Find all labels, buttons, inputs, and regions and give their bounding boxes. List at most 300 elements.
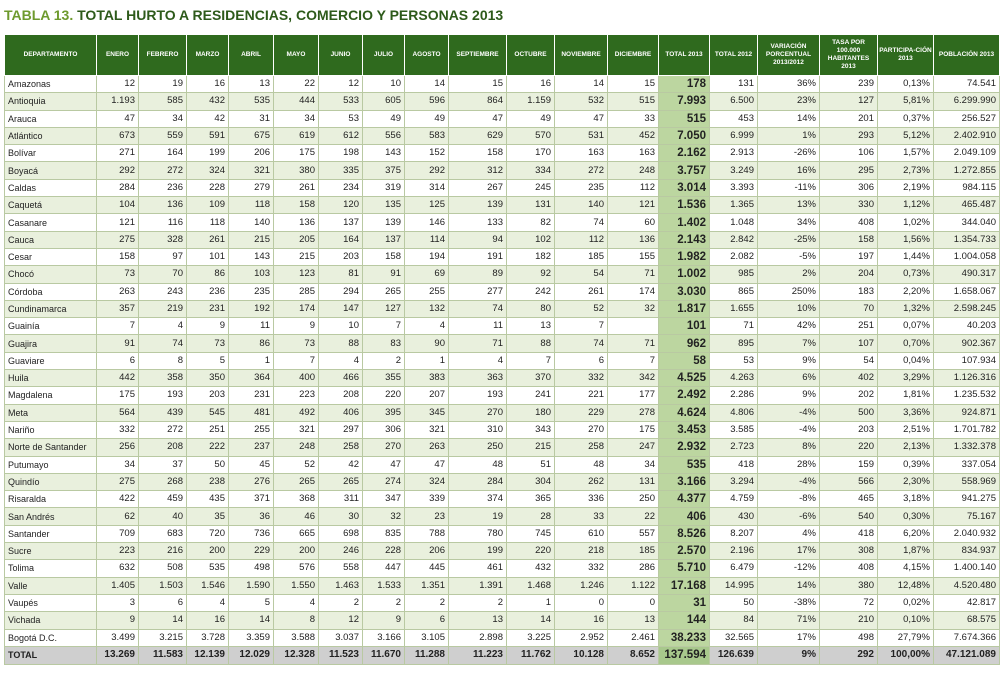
department-cell: Norte de Santander xyxy=(5,439,97,456)
table-cell: 435 xyxy=(187,491,229,508)
table-cell: 33 xyxy=(608,110,659,127)
table-cell: 136 xyxy=(139,197,187,214)
table-cell: 193 xyxy=(449,387,507,404)
table-cell: 332 xyxy=(555,560,608,577)
table-cell: -6% xyxy=(758,508,820,525)
table-cell: 0 xyxy=(608,594,659,611)
table-body xyxy=(5,76,1000,647)
table-cell: 347 xyxy=(363,491,405,508)
table-cell: 146 xyxy=(405,214,449,231)
table-cell: 12,48% xyxy=(878,577,934,594)
table-cell: 215 xyxy=(229,231,274,248)
table-cell: 48 xyxy=(449,456,507,473)
table-cell: 47 xyxy=(363,456,405,473)
table-cell: 3.166 xyxy=(363,629,405,646)
table-cell: 4 xyxy=(187,594,229,611)
table-cell: 558.969 xyxy=(934,473,1000,490)
table-cell: 262 xyxy=(555,473,608,490)
table-cell: 375 xyxy=(363,162,405,179)
table-cell: 114 xyxy=(405,231,449,248)
table-cell: 42.817 xyxy=(934,594,1000,611)
table-cell: 174 xyxy=(608,283,659,300)
table-cell: 47 xyxy=(449,110,507,127)
total-2013-cell: 4.377 xyxy=(659,491,710,508)
table-cell: 223 xyxy=(97,543,139,560)
table-cell: 183 xyxy=(820,283,878,300)
table-cell xyxy=(608,318,659,335)
table-cell: 88 xyxy=(507,335,555,352)
table-cell: 1,12% xyxy=(878,197,934,214)
table-cell: 1.365 xyxy=(710,197,758,214)
department-cell: Córdoba xyxy=(5,283,97,300)
table-cell: 557 xyxy=(608,525,659,542)
table-cell: 466 xyxy=(319,370,363,387)
table-cell: 3,29% xyxy=(878,370,934,387)
table-cell: 248 xyxy=(274,439,319,456)
table-cell: 34 xyxy=(274,110,319,127)
department-cell: Cundinamarca xyxy=(5,300,97,317)
table-cell: 84 xyxy=(710,612,758,629)
table-cell: 1.701.782 xyxy=(934,421,1000,438)
table-cell: 222 xyxy=(187,439,229,456)
table-cell: 297 xyxy=(319,421,363,438)
table-cell: 835 xyxy=(363,525,405,542)
table-row xyxy=(5,266,1000,283)
table-cell: 2 xyxy=(449,594,507,611)
data-table xyxy=(4,34,1000,665)
table-cell: 332 xyxy=(555,370,608,387)
column-header: VARIACIÓN PORCENTUAL 2013/2012 xyxy=(758,35,820,76)
table-cell: 1.193 xyxy=(97,93,139,110)
table-row xyxy=(5,162,1000,179)
total-2013-cell: 17.168 xyxy=(659,577,710,594)
table-cell: 267 xyxy=(449,179,507,196)
table-cell: 228 xyxy=(363,543,405,560)
table-cell: 112 xyxy=(608,179,659,196)
table-cell: 453 xyxy=(710,110,758,127)
total-2013-cell: 515 xyxy=(659,110,710,127)
table-cell: 74 xyxy=(449,300,507,317)
table-cell: 239 xyxy=(820,76,878,93)
table-cell: 71 xyxy=(608,266,659,283)
table-cell: 238 xyxy=(187,473,229,490)
table-cell: 54 xyxy=(820,352,878,369)
department-cell: Santander xyxy=(5,525,97,542)
table-row xyxy=(5,214,1000,231)
table-row xyxy=(5,421,1000,438)
table-cell: 97 xyxy=(139,248,187,265)
table-cell: -12% xyxy=(758,560,820,577)
column-header: TOTAL 2013 xyxy=(659,35,710,76)
table-cell: 265 xyxy=(363,283,405,300)
table-cell: -8% xyxy=(758,491,820,508)
table-cell: 275 xyxy=(97,473,139,490)
table-cell: 220 xyxy=(363,387,405,404)
table-cell: 34% xyxy=(758,214,820,231)
table-cell: 62 xyxy=(97,508,139,525)
table-cell: 7% xyxy=(758,335,820,352)
column-header: ENERO xyxy=(97,35,139,76)
column-header: TASA POR 100.000 HABITANTES 2013 xyxy=(820,35,878,76)
table-cell: 270 xyxy=(363,439,405,456)
table-cell: 2.952 xyxy=(555,629,608,646)
department-cell: Caldas xyxy=(5,179,97,196)
table-cell: 70 xyxy=(139,266,187,283)
table-cell: 3.294 xyxy=(710,473,758,490)
table-cell: -25% xyxy=(758,231,820,248)
table-cell: 924.871 xyxy=(934,404,1000,421)
table-cell: 6.999 xyxy=(710,127,758,144)
table-cell: 564 xyxy=(97,404,139,421)
table-cell: 263 xyxy=(97,283,139,300)
table-cell: 31 xyxy=(229,110,274,127)
table-cell: 197 xyxy=(820,248,878,265)
table-cell: 2.040.932 xyxy=(934,525,1000,542)
total-2013-cell: 3.757 xyxy=(659,162,710,179)
table-cell: 2 xyxy=(363,352,405,369)
table-cell: 274 xyxy=(363,473,405,490)
table-cell: 250 xyxy=(449,439,507,456)
table-cell: 4.759 xyxy=(710,491,758,508)
table-cell: 328 xyxy=(139,231,187,248)
column-header: MARZO xyxy=(187,35,229,76)
table-cell: 231 xyxy=(187,300,229,317)
table-cell: 585 xyxy=(139,93,187,110)
table-cell: 73 xyxy=(187,335,229,352)
table-cell: 1.332.378 xyxy=(934,439,1000,456)
table-cell: 1.655 xyxy=(710,300,758,317)
table-cell: 591 xyxy=(187,127,229,144)
table-cell: 4 xyxy=(139,318,187,335)
table-cell: 2.049.109 xyxy=(934,145,1000,162)
table-cell: 228 xyxy=(187,179,229,196)
table-cell: -5% xyxy=(758,248,820,265)
department-cell: Vaupés xyxy=(5,594,97,611)
table-cell: 258 xyxy=(555,439,608,456)
table-cell: 418 xyxy=(710,456,758,473)
table-cell: 19 xyxy=(139,76,187,93)
table-cell: 332 xyxy=(97,421,139,438)
table-cell: 12 xyxy=(319,76,363,93)
total-2013-cell: 2.143 xyxy=(659,231,710,248)
table-cell: 127 xyxy=(363,300,405,317)
total-2013-cell: 2.932 xyxy=(659,439,710,456)
column-header: TOTAL 2012 xyxy=(710,35,758,76)
table-cell: 1.590 xyxy=(229,577,274,594)
table-cell: 0,73% xyxy=(878,266,934,283)
table-cell: 191 xyxy=(449,248,507,265)
department-cell: Magdalena xyxy=(5,387,97,404)
column-header: PARTICIPA-CIÓN 2013 xyxy=(878,35,934,76)
table-cell: 236 xyxy=(139,179,187,196)
table-row xyxy=(5,283,1000,300)
table-cell: 192 xyxy=(229,300,274,317)
table-cell: 235 xyxy=(555,179,608,196)
table-cell: 32 xyxy=(363,508,405,525)
table-cell: 984.115 xyxy=(934,179,1000,196)
table-cell: 321 xyxy=(405,421,449,438)
table-cell: 632 xyxy=(97,560,139,577)
table-cell: 30 xyxy=(319,508,363,525)
table-cell: 1.533 xyxy=(363,577,405,594)
total-2013-cell: 1.536 xyxy=(659,197,710,214)
table-cell: 86 xyxy=(229,335,274,352)
table-cell: 6.299.990 xyxy=(934,93,1000,110)
table-row xyxy=(5,387,1000,404)
total-2013-cell: 3.166 xyxy=(659,473,710,490)
table-cell: 203 xyxy=(820,421,878,438)
table-cell: 1,81% xyxy=(878,387,934,404)
column-header: DICIEMBRE xyxy=(608,35,659,76)
table-cell: 1,44% xyxy=(878,248,934,265)
table-cell: 368 xyxy=(274,491,319,508)
department-cell: Tolima xyxy=(5,560,97,577)
table-cell: 12.139 xyxy=(187,646,229,664)
table-cell: 2,13% xyxy=(878,439,934,456)
column-header: JUNIO xyxy=(319,35,363,76)
table-cell: 276 xyxy=(229,473,274,490)
total-2013-cell: 2.492 xyxy=(659,387,710,404)
table-row xyxy=(5,127,1000,144)
table-cell: 1,02% xyxy=(878,214,934,231)
table-cell: 9 xyxy=(363,612,405,629)
table-cell: 3.249 xyxy=(710,162,758,179)
table-cell: 14.995 xyxy=(710,577,758,594)
table-cell: 4.806 xyxy=(710,404,758,421)
table-cell: 380 xyxy=(274,162,319,179)
department-cell: Chocó xyxy=(5,266,97,283)
table-cell: 11 xyxy=(229,318,274,335)
table-cell: 13 xyxy=(449,612,507,629)
table-cell: 272 xyxy=(555,162,608,179)
table-cell: 205 xyxy=(274,231,319,248)
table-cell: 16% xyxy=(758,162,820,179)
department-cell: Nariño xyxy=(5,421,97,438)
table-cell: 14 xyxy=(405,76,449,93)
table-cell: 121 xyxy=(97,214,139,231)
table-cell: 364 xyxy=(229,370,274,387)
table-cell: 116 xyxy=(139,214,187,231)
table-cell: 9 xyxy=(187,318,229,335)
table-cell: -4% xyxy=(758,421,820,438)
table-cell: 270 xyxy=(555,421,608,438)
table-cell: 229 xyxy=(229,543,274,560)
table-cell: 1.246 xyxy=(555,577,608,594)
table-cell: 314 xyxy=(405,179,449,196)
table-cell: 864 xyxy=(449,93,507,110)
table-cell: 2.898 xyxy=(449,629,507,646)
table-cell: 47 xyxy=(97,110,139,127)
table-cell: 143 xyxy=(229,248,274,265)
table-cell: 665 xyxy=(274,525,319,542)
table-cell: 3.393 xyxy=(710,179,758,196)
table-cell: 86 xyxy=(187,266,229,283)
table-cell: 199 xyxy=(449,543,507,560)
table-cell: 13 xyxy=(229,76,274,93)
table-cell: 170 xyxy=(507,145,555,162)
table-cell: 91 xyxy=(363,266,405,283)
table-cell: 11.223 xyxy=(449,646,507,664)
table-cell: 256.527 xyxy=(934,110,1000,127)
table-cell: 250% xyxy=(758,283,820,300)
table-cell: 14% xyxy=(758,577,820,594)
column-header: JULIO xyxy=(363,35,405,76)
table-cell: 35 xyxy=(187,508,229,525)
table-cell: 251 xyxy=(820,318,878,335)
table-row xyxy=(5,335,1000,352)
table-cell: 350 xyxy=(187,370,229,387)
table-cell: 221 xyxy=(555,387,608,404)
table-cell: 11.583 xyxy=(139,646,187,664)
table-cell: 71% xyxy=(758,612,820,629)
table-cell: 16 xyxy=(507,76,555,93)
table-cell: 780 xyxy=(449,525,507,542)
table-cell: 444 xyxy=(274,93,319,110)
table-cell: 566 xyxy=(820,473,878,490)
table-cell: 2.913 xyxy=(710,145,758,162)
table-cell: 216 xyxy=(139,543,187,560)
table-cell: 371 xyxy=(229,491,274,508)
table-cell: 395 xyxy=(363,404,405,421)
table-cell: 53 xyxy=(710,352,758,369)
table-cell: 1.550 xyxy=(274,577,319,594)
table-cell: 709 xyxy=(97,525,139,542)
table-cell: 745 xyxy=(507,525,555,542)
table-cell: 13 xyxy=(608,612,659,629)
table-cell: 498 xyxy=(820,629,878,646)
table-cell: 139 xyxy=(363,214,405,231)
total-2013-cell: 1.817 xyxy=(659,300,710,317)
total-2013-cell: 3.014 xyxy=(659,179,710,196)
table-cell: 109 xyxy=(187,197,229,214)
column-header: AGOSTO xyxy=(405,35,449,76)
table-cell: 255 xyxy=(405,283,449,300)
table-cell: 137 xyxy=(319,214,363,231)
table-cell: 159 xyxy=(820,456,878,473)
table-cell: 334 xyxy=(507,162,555,179)
table-cell: 200 xyxy=(187,543,229,560)
table-cell: 175 xyxy=(608,421,659,438)
table-cell: 88 xyxy=(319,335,363,352)
table-cell: 16 xyxy=(555,612,608,629)
table-cell: 345 xyxy=(405,404,449,421)
table-cell: 9% xyxy=(758,646,820,664)
table-cell: 559 xyxy=(139,127,187,144)
table-cell: 1.463 xyxy=(319,577,363,594)
table-cell: 7 xyxy=(363,318,405,335)
table-cell: 6,20% xyxy=(878,525,934,542)
table-cell: 3.499 xyxy=(97,629,139,646)
table-cell: 1.351 xyxy=(405,577,449,594)
table-cell: 83 xyxy=(363,335,405,352)
table-cell: 465 xyxy=(820,491,878,508)
table-cell: 48 xyxy=(555,456,608,473)
department-cell: Putumayo xyxy=(5,456,97,473)
table-cell: 1.658.067 xyxy=(934,283,1000,300)
table-cell: 10.128 xyxy=(555,646,608,664)
table-cell: 556 xyxy=(363,127,405,144)
table-cell: 107.934 xyxy=(934,352,1000,369)
table-cell: 103 xyxy=(229,266,274,283)
table-cell: 36% xyxy=(758,76,820,93)
table-cell: 4.520.480 xyxy=(934,577,1000,594)
table-cell: 147 xyxy=(319,300,363,317)
table-cell: 34 xyxy=(608,456,659,473)
table-cell: 1.546 xyxy=(187,577,229,594)
table-cell: 2,30% xyxy=(878,473,934,490)
table-cell: 321 xyxy=(274,421,319,438)
table-cell: 164 xyxy=(139,145,187,162)
table-cell: 131 xyxy=(608,473,659,490)
table-cell: 101 xyxy=(187,248,229,265)
table-cell: 89 xyxy=(449,266,507,283)
table-cell: 208 xyxy=(319,387,363,404)
table-cell: -26% xyxy=(758,145,820,162)
table-cell: 203 xyxy=(319,248,363,265)
table-cell: 284 xyxy=(449,473,507,490)
table-cell: 268 xyxy=(139,473,187,490)
table-cell: 81 xyxy=(319,266,363,283)
total-2013-cell: 2.162 xyxy=(659,145,710,162)
table-row xyxy=(5,491,1000,508)
table-cell: 33 xyxy=(555,508,608,525)
table-row xyxy=(5,93,1000,110)
table-cell: 3.728 xyxy=(187,629,229,646)
table-cell: 1.354.733 xyxy=(934,231,1000,248)
table-cell: 68.575 xyxy=(934,612,1000,629)
table-cell: 306 xyxy=(363,421,405,438)
table-cell: 383 xyxy=(405,370,449,387)
table-cell: 250 xyxy=(608,491,659,508)
table-cell: 28% xyxy=(758,456,820,473)
table-cell: 263 xyxy=(405,439,449,456)
table-cell: 8 xyxy=(274,612,319,629)
table-cell: 185 xyxy=(555,248,608,265)
table-cell: 422 xyxy=(97,491,139,508)
table-cell: 5 xyxy=(229,594,274,611)
table-cell: 22 xyxy=(608,508,659,525)
column-header: ABRIL xyxy=(229,35,274,76)
table-cell: 4 xyxy=(319,352,363,369)
table-cell: 74 xyxy=(139,335,187,352)
table-cell: 1,32% xyxy=(878,300,934,317)
table-cell: 531 xyxy=(555,127,608,144)
table-cell: 261 xyxy=(274,179,319,196)
table-cell: 304 xyxy=(507,473,555,490)
table-cell: 69 xyxy=(405,266,449,283)
department-cell: Guainía xyxy=(5,318,97,335)
table-cell: 344.040 xyxy=(934,214,1000,231)
table-cell: 215 xyxy=(507,439,555,456)
table-number: TABLA 13. xyxy=(4,7,74,23)
table-row xyxy=(5,145,1000,162)
table-cell: 545 xyxy=(187,404,229,421)
table-cell: 272 xyxy=(139,421,187,438)
department-cell: Arauca xyxy=(5,110,97,127)
table-cell: 11.288 xyxy=(405,646,449,664)
table-cell: 94 xyxy=(449,231,507,248)
table-cell: 1.272.855 xyxy=(934,162,1000,179)
department-cell: Bogotá D.C. xyxy=(5,629,97,646)
table-cell: 12 xyxy=(97,76,139,93)
total-2013-cell: 137.594 xyxy=(659,646,710,664)
table-cell: 133 xyxy=(449,214,507,231)
table-cell: 185 xyxy=(608,543,659,560)
table-cell: 292 xyxy=(97,162,139,179)
table-cell: 136 xyxy=(274,214,319,231)
table-cell: 279 xyxy=(229,179,274,196)
table-cell: 245 xyxy=(507,179,555,196)
